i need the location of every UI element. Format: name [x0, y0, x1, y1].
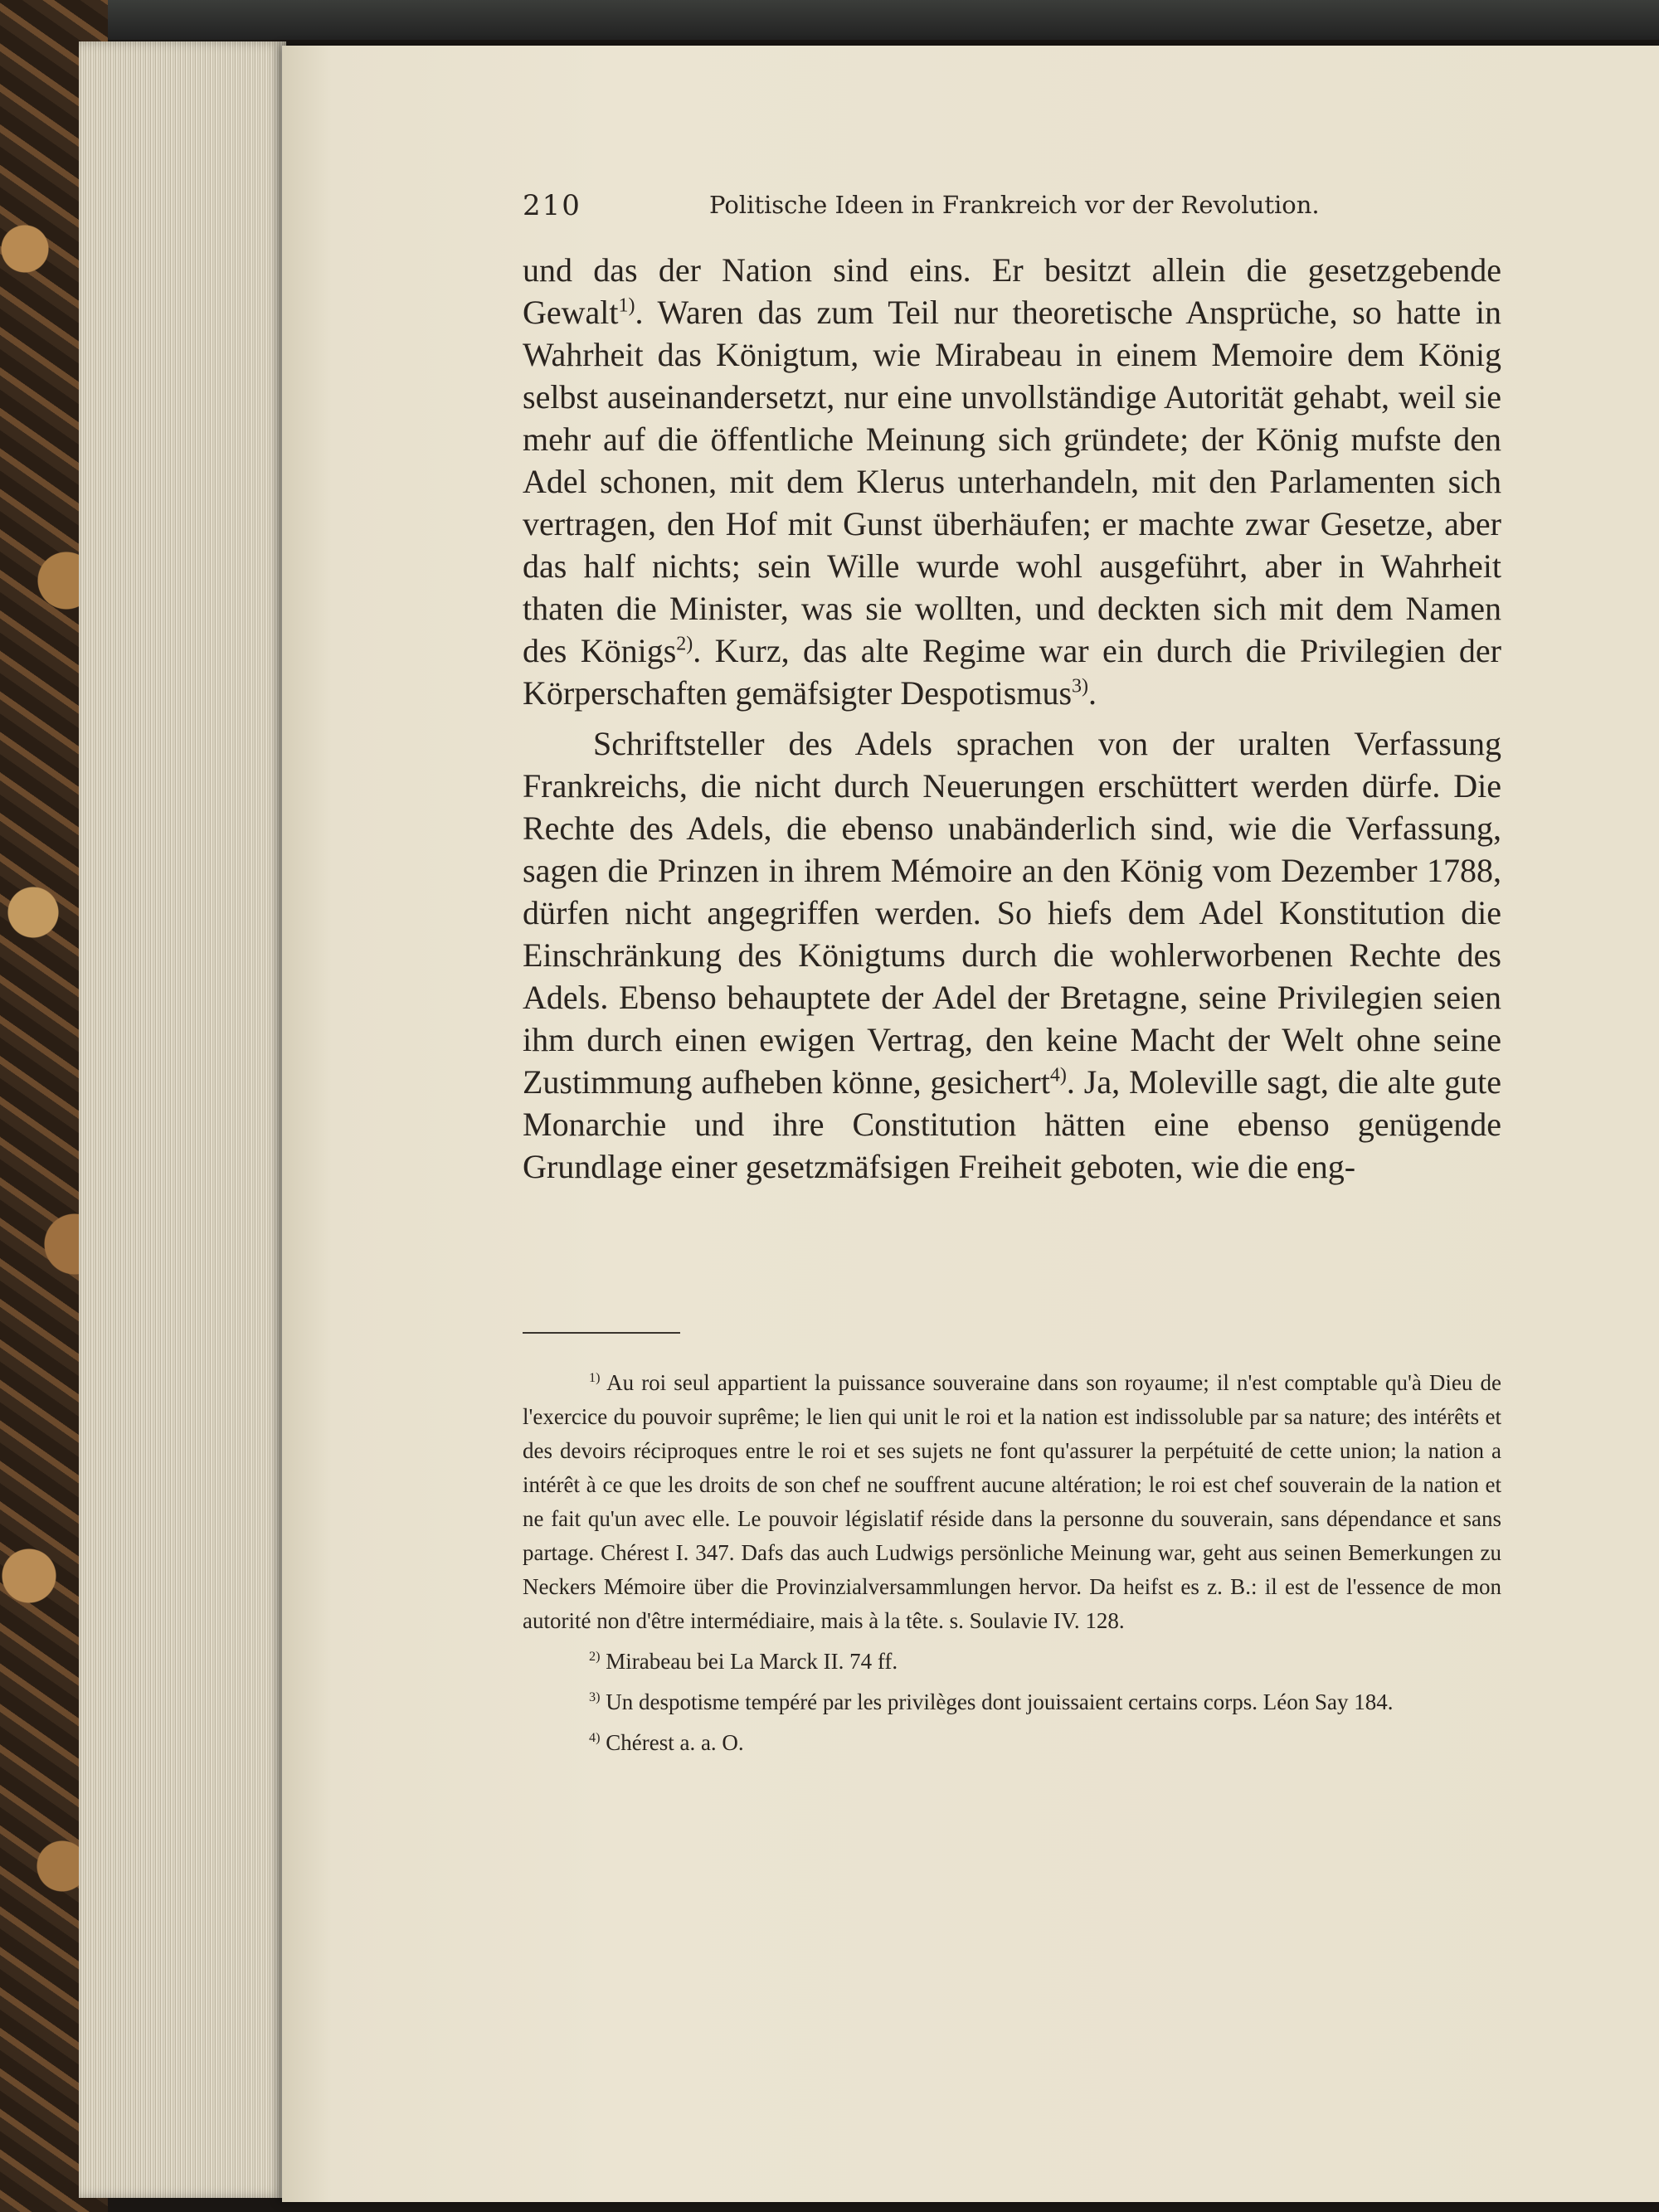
- text-run: . Kurz, das alte Regime war ein durch die Privilegien der Körperschaften gemäfsigter Despotismus: [523, 632, 1501, 712]
- footnote-mark: 1): [589, 1370, 601, 1385]
- body-text: [523, 249, 1501, 1188]
- text-run: Schriftsteller des Adels sprachen von der uralten Verfassung Frankreichs, die nicht durch Neuerungen erschüttert werden dürfe. Die Rechte des Adels, die ebenso unabänderlich sind, wie die Verfassung, sagen die Prinzen in ihrem Mémoire an den König vom Dezember 1788, dürfen nicht angegriffen werden. So hiefs dem Adel Konstitution die Einschränkung des Königtums durch die wohlerworbenen Rechte des Adels. Ebenso behauptete der Adel der Bretagne, seine Privilegien seien ihm durch einen ewigen Vertrag, den keine Macht der Welt ohne seine Zustimmung aufheben könne, gesichert: [523, 725, 1501, 1101]
- footnote-mark: 2): [589, 1649, 601, 1664]
- footnote-reference: 2): [676, 633, 693, 655]
- footnote-reference: 3): [1072, 675, 1089, 698]
- text-run: . Ja, Moleville sagt, die alte gute Monarchie und ihre Constitution hätten eine ebenso genügende Grundlage einer gesetzmäfsigen Freiheit geboten, wie die eng-: [523, 1063, 1501, 1185]
- footnote-3: [523, 1685, 1501, 1719]
- footnotes: [523, 1366, 1501, 1767]
- paragraph-1: [523, 249, 1501, 714]
- page-edges: [79, 41, 286, 2198]
- footnote-4: [523, 1726, 1501, 1760]
- footnote-2: [523, 1645, 1501, 1679]
- footnote-1: [523, 1366, 1501, 1638]
- page-header: [523, 189, 1609, 239]
- footnote-text: Un despotisme tempéré par les privilèges dont jouissaient certains corps. Léon Say 184.: [600, 1689, 1394, 1714]
- footnote-mark: 3): [589, 1689, 601, 1704]
- footnote-text: Au roi seul appartient la puissance souveraine dans son royaume; il n'est comptable qu'à Dieu de l'exercice du pouvoir suprême; le lien qui unit le roi et la nation est indissoluble par sa nature; des intérêts et des devoirs réciproques entre le roi et ses sujets ne font qu'assurer la perpétuité de cette union; la nation a intérêt à ce que les droits de son chef ne souffrent aucune altération; le roi est chef souverain de la nation et ne fait qu'un avec elle. Le pouvoir législatif réside dans la personne du souverain, sans dépendance et sans partage. Chérest I. 347. Dafs das auch Ludwigs persönliche Meinung war, geht aus seinen Bemerkungen zu Neckers Mémoire über die Provinzialversammlungen hervor. Da heifst es z. B.: il est de l'essence de mon autorité non d'être intermédiaire, mais à la tête. s. Soulavie IV. 128.: [523, 1370, 1501, 1633]
- text-run: .: [1088, 674, 1097, 712]
- text-run: . Waren das zum Teil nur theoretische Ansprüche, so hatte in Wahrheit das Königtum, wie Mirabeau in einem Memoire dem König selbst auseinandersetzt, nur eine unvollständige Autorität gehabt, weil sie mehr auf die öffentliche Meinung sich gründete; der König mufste den Adel schonen, mit dem Klerus unterhandeln, mit den Parlamenten sich vertragen, den Hof mit Gunst überhäufen; er machte zwar Gesetze, aber das half nichts; sein Wille wurde wohl ausgeführt, aber in Wahrheit thaten die Minister, was sie wollten, und deckten sich mit dem Namen des Königs: [523, 294, 1501, 669]
- book-top-edge: [0, 0, 1659, 40]
- text-run: und das der Nation sind eins. Er besitzt allein die gesetzgebende Gewalt: [523, 251, 1501, 331]
- footnote-mark: 4): [589, 1730, 601, 1745]
- footnote-reference: 4): [1049, 1064, 1067, 1087]
- footnote-text: Chérest a. a. O.: [600, 1730, 744, 1755]
- footnote-text: Mirabeau bei La Marck II. 74 ff.: [600, 1649, 898, 1674]
- paragraph-2: [523, 722, 1501, 1188]
- running-head: Politische Ideen in Frankreich vor der Revolution.: [709, 191, 1320, 219]
- page-number: 210: [523, 189, 581, 222]
- footnote-rule: [523, 1332, 680, 1334]
- footnote-reference: 1): [618, 294, 635, 317]
